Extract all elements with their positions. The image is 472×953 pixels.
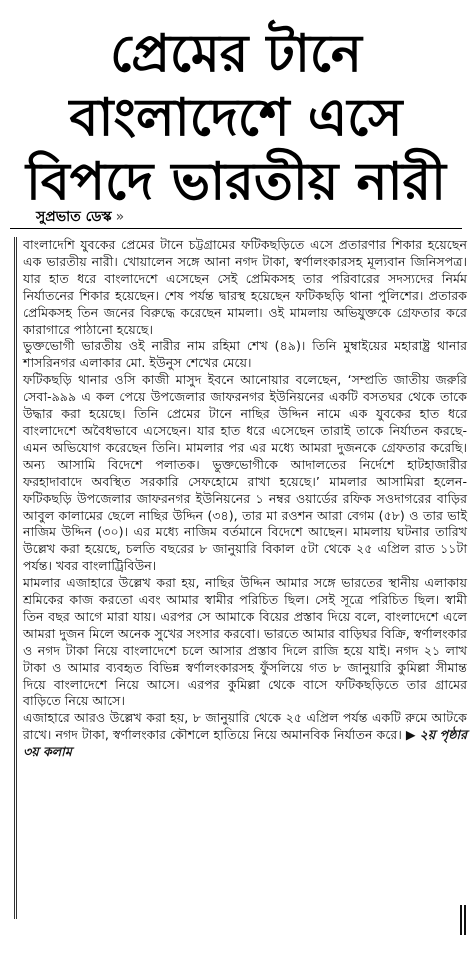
article-body <box>14 237 467 919</box>
byline-desk: সুপ্রভাত ডেস্ক <box>36 209 112 225</box>
article-paragraph-3: ফটিকছড়ি থানার ওসি কাজী মাসুদ ইবনে আনোয়ার বলেছেন, ‘সম্প্রতি জাতীয় জরুরি সেবা-৯৯৯ এ কল পেয়ে উপজেলার জাফরনগর ইউনিয়নের একটি বসতঘর থেকে তাকে উদ্ধার করা হয়েছে। তিনি প্রেমের টানে নাছির উদ্দিন নামে এক যুবকের হাত ধরে বাংলাদেশে অবৈধভাবে এসেছেন। যার হাত ধরে এসেছেন তারাই তাকে নির্যাতন করছে- এমন অভিযোগ করেছেন তিনি। মামলার পর এর মধ্যে আমরা দুজনকে গ্রেফতার করেছি। অন্য আসামি বিদেশে পলাতক। ভুক্তভোগীকে আদালতের নির্দেশে হাটহাজারীর ফরহাদাবাদে অবস্থিত সরকারি সেফহোমে রাখা হয়েছে।’ মামলার আসামিরা হলেন- ফটিকছড়ি উপজেলার জাফরনগর ইউনিয়নের ১ নম্বর ওয়ার্ডের রফিক সওদাগরের বাড়ির আবুল কালামের ছেলে নাছির উদ্দিন (৩৪), তার মা রওশন আরা বেগম (৫৮) ও তার ভাই নাজিম উদ্দিন (৩০)। এর মধ্যে নাজিম বর্তমানে বিদেশে আছেন। মামলায় ঘটনার তারিখ উল্লেখ করা হয়েছে, চলতি বছরের ৮ জানুয়ারি বিকাল ৫টা থেকে ২৫ এপ্রিল রাত ১১টা পর্যন্ত। খবর বাংলাট্রিবিউন। <box>23 372 467 574</box>
article-paragraph-1: বাংলাদেশি যুবকের প্রেমের টানে চট্টগ্রামের ফটিকছড়িতে এসে প্রতারণার শিকার হয়েছেন এক ভারতীয় নারী। খোয়ালেন সঙ্গে আনা নগদ টাকা, স্বর্ণালংকারসহ মূল্যবান জিনিসপত্র। যার হাত ধরে বাংলাদেশে এসেছেন সেই প্রেমিকসহ তার পরিবারের সদস্যদের নির্মম নির্যাতনের শিকার হয়েছেন। শেষ পর্যন্ত দ্বারস্থ হয়েছেন ফটিকছড়ি থানা পুলিশের। প্রতারক প্রেমিকসহ তিন জনের বিরুদ্ধে করেছেন মামলা। ওই মামলায় অভিযুক্তকে গ্রেফতার করে কারাগারে পাঠানো হয়েছে। <box>23 237 467 337</box>
byline-divider <box>10 228 462 229</box>
continuation-label: ২য় পৃষ্ঠার ৩য় কলাম <box>23 727 468 760</box>
play-arrow-icon: ▶ <box>405 727 416 743</box>
article-paragraph-2: ভুক্তভোগী ভারতীয় ওই নারীর নাম রহিমা শেখ (৪৯)। তিনি মুম্বাইয়ের মহারাষ্ট্র থানার শাসরিনগর এলাকার মো. ইউনুস শেখের মেয়ে। <box>23 338 467 371</box>
headline-line-2: বাংলাদেশে এসে <box>69 88 403 148</box>
chevron-right-icon: » <box>115 209 125 225</box>
headline <box>0 22 472 214</box>
headline-line-3: বিপদে ভারতীয় নারী <box>25 152 447 212</box>
edge-marker <box>460 905 468 935</box>
headline-line-1: প্রেমের টানে <box>110 24 362 84</box>
article-paragraph-4: মামলার এজাহারে উল্লেখ করা হয়, নাছির উদ্দিন আমার সঙ্গে ভারতের স্থানীয় এলাকায় শ্রমিকের কাজ করতো এবং আমার স্বামীর পরিচিত ছিল। সেই সূত্রে পরিচিত ছিল। স্বামী তিন বছর আগে মারা যায়। এরপর সে আমাকে বিয়ের প্রস্তাব দিয়ে বলে, বাংলাদেশে এলে আমরা দুজন মিলে অনেক সুখের সংসার করবো। ভারতে আমার বাড়িঘর বিক্রি, স্বর্ণালংকার ও নগদ টাকা নিয়ে বাংলাদেশে চলে আসার প্রস্তাব দিলে রাজি হয়ে যাই। নগদ ২১ লাখ টাকা ও আমার ব্যবহৃত বিভিন্ন স্বর্ণালংকারসহ ফুঁসলিয়ে গত ৮ জানুয়ারি কুমিল্লা সীমান্ত দিয়ে বাংলাদেশে নিয়ে আসে। এরপর কুমিল্লা থেকে বাসে ফটিকছড়িতে তার গ্রামের বাড়িতে নিয়ে আসে। <box>23 575 467 709</box>
article-paragraph-5-text: এজাহারে আরও উল্লেখ করা হয়, ৮ জানুয়ারি থেকে ২৫ এপ্রিল পর্যন্ত একটি রুমে আটকে রাখে। নগদ টাকা, স্বর্ণালংকার কৌশলে হাতিয়ে নিয়ে অমানবিক নির্যাতন করে। <box>23 710 467 743</box>
article-paragraph-5 <box>23 710 467 761</box>
byline <box>36 205 124 229</box>
